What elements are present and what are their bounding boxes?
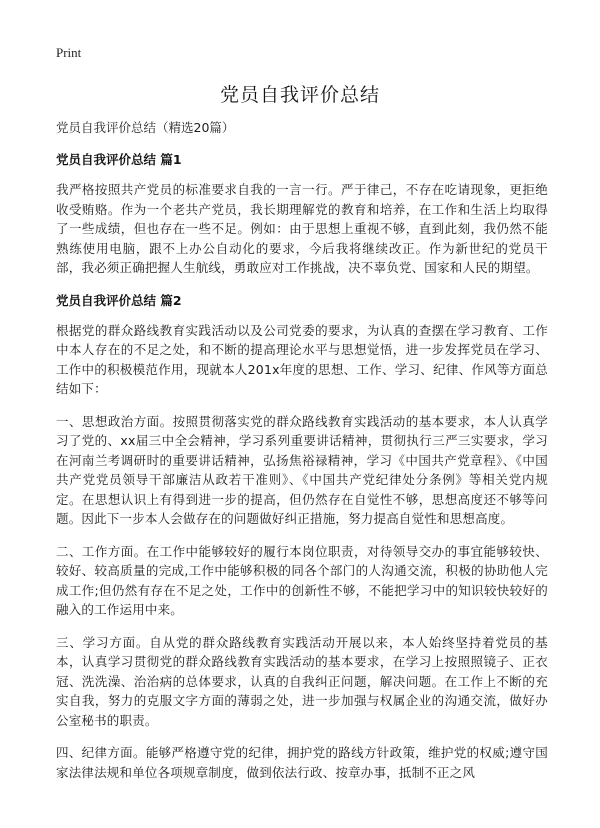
paragraph: 根据党的群众路线教育实践活动以及公司党委的要求，为认真的查摆在学习教育、工作中本人存在的不足之处，和不断的提高理论水平与思想觉悟，进一步发挥党员在学习、工作中的积极模范作用，现就本人201x年度的思想、工作、学习、纪律、作风等方面总结如下： (56, 322, 548, 396)
document-subtitle: 党员自我评价总结（精选20篇） (56, 120, 235, 135)
print-link[interactable]: Print (56, 45, 82, 60)
paragraph: 三、学习方面。自从党的群众路线教育实践活动开展以来，本人始终坚持着党员的基本，认真学习贯彻党的群众路线教育实践活动的基本要求，在学习上按照照镜子、正衣冠、洗洗澡、治治病的总体要求，认真的自我纠正问题，解决问题。在工作上不断的充实自我，努力的克服文字方面的薄弱之处，进一步加强与权属企业的沟通交流，做好办公室秘书的职责。 (56, 634, 548, 728)
document-body (56, 118, 548, 795)
paragraph: 我严格按照共产党员的标准要求自我的一言一行。严于律己，不存在吃请现象，更拒绝收受贿赂。作为一个老共产党员，我长期理解党的教育和培养，在工作和生活上均取得了一些成绩，但也存在一些不足。例如：由于思想上重视不够，直到此刻，我仍然不能熟练使用电脑，跟不上办公自动化的要求，今后我将继续改正。作为新世纪的党员干部，我必须正确把握人生航线，勇敢应对工作挑战，决不辜负党、国家和人民的期望。 (56, 182, 548, 275)
document-title: 党员自我评价总结 (219, 84, 380, 106)
paragraph: 一、思想政治方面。按照贯彻落实党的群众路线教育实践活动的基本要求，本人认真学习了党的、xx届三中全会精神，学习系列重要讲话精神，贯彻执行三严三实要求，学习在河南兰考调研时的重要讲话精神，弘扬焦裕禄精神，学习《中国共产党章程》、《中国共产党党员领导干部廉洁从政若干准则》、《中国共产党纪律处分条例》等相关党内规定。在思想认识上有得到进一步的提高，但仍然存在自觉性不够，思想高度还不够等问题。因此下一步本人会做存在的问题做好纠正措施，努力提高自觉性和思想高度。 (56, 413, 548, 526)
paragraph: 二、工作方面。在工作中能够较好的履行本岗位职责，对待领导交办的事宜能够较快、较好、较高质量的完成,工作中能够积极的同各个部门的人沟通交流，积极的协助他人完成工作;但仍然有存在不足之处，工作中的创新性不够，不能把学习中的知识较快较好的融入的工作运用中来。 (56, 543, 548, 617)
paragraph: 四、纪律方面。能够严格遵守党的纪律，拥护党的路线方针政策，维护党的权威;遵守国家法律法规和单位各项规章制度，做到依法行政、按章办事，抵制不正之风 (56, 745, 548, 780)
section-heading: 党员自我评价总结 篇1 (56, 152, 182, 167)
section-heading: 党员自我评价总结 篇2 (56, 292, 182, 308)
